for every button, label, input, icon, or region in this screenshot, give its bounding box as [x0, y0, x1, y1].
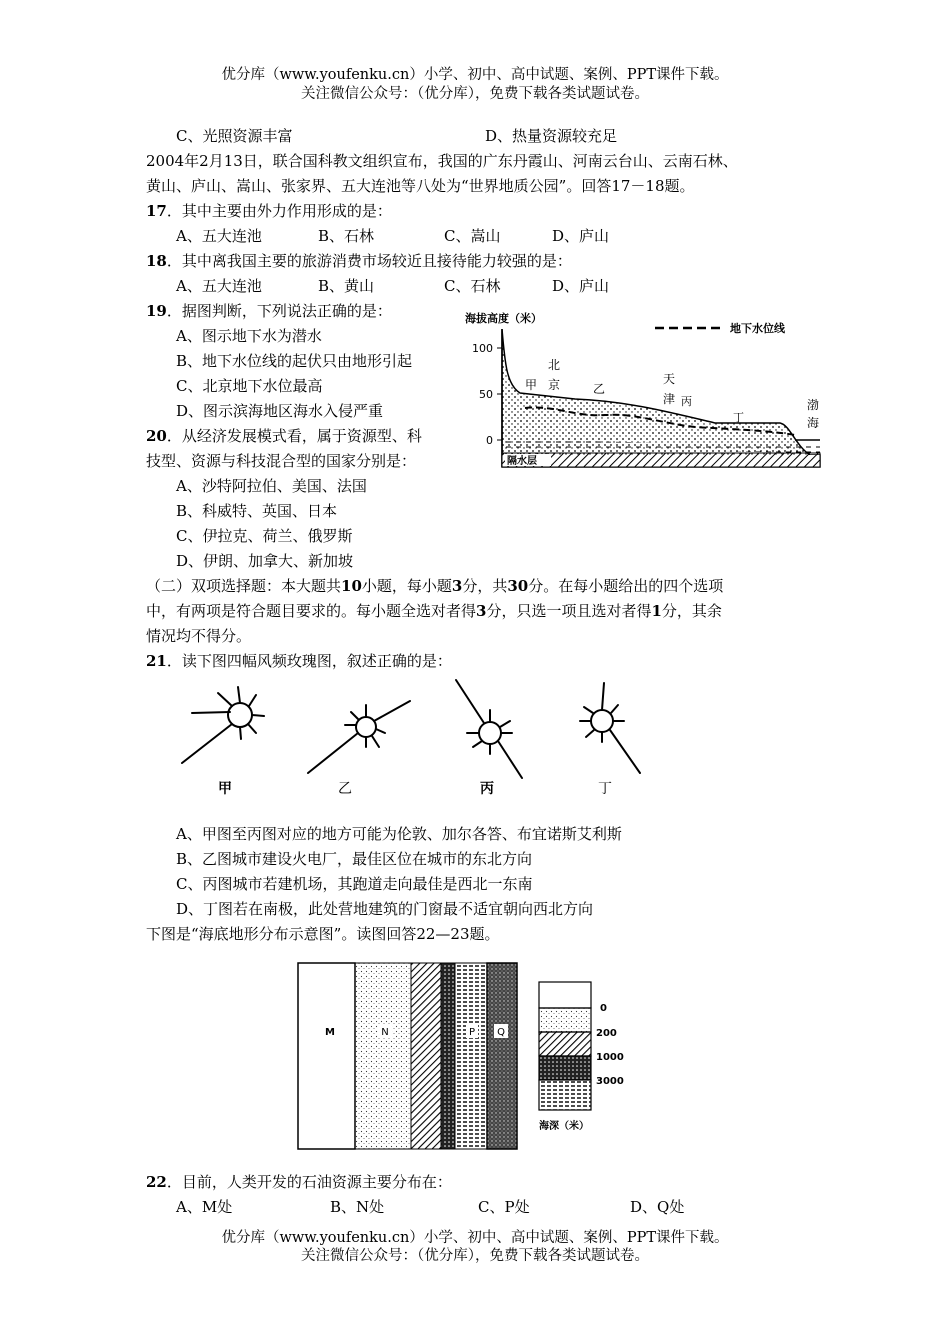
- footer-line-2: 关注微信公众号：（优分库），免费下载各类试题试卷。: [301, 1248, 649, 1264]
- rose-label-yi: 乙: [338, 781, 352, 797]
- label-bing: 丙: [681, 395, 692, 408]
- label-bo: 渤: [807, 398, 820, 412]
- q18-option-c: C、石林: [444, 277, 501, 295]
- wind-rose-yi: [308, 701, 410, 773]
- q17-option-b: B、石林: [318, 227, 375, 245]
- q18-option-a: A、五大连池: [176, 277, 262, 295]
- q22-stem: [146, 1172, 452, 1192]
- section2-full-score: 3: [476, 602, 487, 620]
- section2-line-3: 情况均不得分。: [146, 627, 252, 645]
- q18-text: ．其中离我国主要的旅游消费市场较近且接待能力较强的是：: [166, 252, 572, 270]
- q19-text: ．据图判断，下列说法正确的是：: [166, 302, 392, 320]
- zone-dense: [441, 963, 455, 1149]
- q19-option-d: D、图示滨海地区海水入侵严重: [176, 402, 384, 420]
- depth-0: 0: [600, 1003, 607, 1014]
- zone-label-n: N: [381, 1027, 389, 1038]
- q18-option-b: B、黄山: [318, 277, 375, 295]
- zone-q: [487, 963, 517, 1149]
- intro-22-23: 下图是“海底地形分布示意图”。读图回答22—23题。: [146, 925, 500, 943]
- label-ding: 丁: [733, 411, 744, 424]
- rose-label-jia: 甲: [218, 781, 232, 797]
- tick-0: 0: [486, 434, 493, 447]
- section2-text-2: 小题，每小题: [361, 577, 452, 595]
- section2-points: 3: [451, 577, 463, 595]
- zone-n: [355, 963, 411, 1149]
- q22-option-b: B、N处: [330, 1198, 385, 1216]
- q20-number: 20: [146, 427, 167, 445]
- q19-option-b: B、地下水位线的起伏只由地形引起: [176, 352, 413, 370]
- depth-legend: [539, 982, 624, 1132]
- q17-number: 17: [146, 202, 167, 220]
- section2-text-7: 分，其余: [661, 602, 722, 620]
- tick-50: 50: [479, 388, 493, 401]
- section2-text-6: 分，只选一项且选对者得: [486, 602, 652, 620]
- q18-number: 18: [146, 252, 167, 270]
- wind-rose-jia: [182, 687, 264, 763]
- q17-stem: [146, 201, 392, 221]
- seabed-figure: [295, 960, 635, 1155]
- q20-stem-2: 技型、资源与科技混合型的国家分别是：: [146, 452, 417, 470]
- q21-option-a: A、甲图至丙图对应的地方可能为伦敦、加尔各答、布宜诺斯艾利斯: [176, 825, 622, 843]
- rose-label-ding: 丁: [598, 781, 612, 797]
- wind-rose-bing: [456, 680, 522, 778]
- q17-option-c: C、嵩山: [444, 227, 501, 245]
- q16-option-c: C、光照资源丰富: [176, 127, 293, 145]
- section2-count: 10: [341, 577, 362, 595]
- label-tian: 天: [663, 372, 676, 386]
- q19-option-a: A、图示地下水为潜水: [176, 327, 322, 345]
- q20-text-1: ．从经济发展模式看，属于资源型、科: [166, 427, 422, 445]
- tick-100: 100: [472, 342, 493, 355]
- rose-label-bing: 丙: [480, 781, 494, 797]
- q21-option-b: B、乙图城市建设火电厂，最佳区位在城市的东北方向: [176, 850, 533, 868]
- label-hai: 海: [807, 416, 820, 430]
- q20-stem: [146, 426, 422, 446]
- depth-1000: 1000: [596, 1052, 624, 1063]
- q22-option-d: D、Q处: [630, 1198, 685, 1216]
- section2-partial-score: 1: [651, 602, 662, 620]
- q22-option-a: A、M处: [176, 1198, 233, 1216]
- q20-option-b: B、科威特、英国、日本: [176, 502, 338, 520]
- label-jia: 甲: [525, 378, 538, 392]
- label-jin: 津: [663, 392, 676, 406]
- label-bei: 北: [548, 358, 561, 372]
- q19-number: 19: [146, 302, 167, 320]
- q18-option-d: D、庐山: [552, 277, 610, 295]
- section2-line-2: [146, 601, 722, 621]
- header-line-2: 关注微信公众号：（优分库），免费下载各类试题试卷。: [301, 86, 649, 102]
- depth-legend-title: 海深（米）: [539, 1121, 589, 1132]
- section2-text-1: （二）双项选择题：本大题共: [146, 577, 342, 595]
- passage-line-1: 2004年2月13日，联合国科教文组织宣布，我国的广东丹霞山、河南云台山、云南石林、: [146, 152, 738, 170]
- zone-slope: [411, 963, 441, 1149]
- q16-option-d: D、热量资源较充足: [485, 127, 618, 145]
- label-jing: 京: [548, 378, 561, 392]
- label-yi: 乙: [593, 382, 606, 396]
- q22-number: 22: [146, 1173, 167, 1191]
- q19-option-c: C、北京地下水位最高: [176, 377, 323, 395]
- zone-label-p: P: [468, 1027, 476, 1038]
- q22-option-c: C、P处: [478, 1198, 530, 1216]
- footer-line-1: 优分库（www.youfenku.cn）小学、初中、高中试题、案例、PPT课件下载。: [221, 1230, 729, 1246]
- depth-3000: 3000: [596, 1076, 624, 1087]
- q21-option-c: C、丙图城市若建机场，其跑道走向最佳是西北一东南: [176, 875, 533, 893]
- q19-stem: [146, 301, 392, 321]
- q20-option-d: D、伊朗、加拿大、新加坡: [176, 552, 354, 570]
- wind-rose-ding: [580, 683, 640, 773]
- legend-label: 地下水位线: [730, 322, 785, 335]
- zone-label-m: M: [325, 1027, 335, 1038]
- zone-p: [455, 963, 487, 1149]
- q21-text: ．读下图四幅风频玫瑰图，叙述正确的是：: [166, 652, 452, 670]
- q18-stem: [146, 251, 572, 271]
- q20-option-c: C、伊拉克、荷兰、俄罗斯: [176, 527, 353, 545]
- q21-option-d: D、丁图若在南极，此处营地建筑的门窗最不适宜朝向西北方向: [176, 900, 594, 918]
- section2-text-5: 中，有两项是符合题目要求的。每小题全选对者得: [146, 602, 477, 620]
- wind-rose-figure: [170, 675, 670, 805]
- passage-line-2: 黄山、庐山、嵩山、张家界、五大连池等八处为“世界地质公园”。回答17－18题。: [146, 177, 695, 195]
- section2-text-4: 分。在每小题给出的四个选项: [528, 577, 724, 595]
- groundwater-profile-figure: [465, 305, 825, 470]
- section2-text-3: 分，共: [462, 577, 508, 595]
- q17-option-d: D、庐山: [552, 227, 610, 245]
- q22-text: ．目前，人类开发的石油资源主要分布在：: [166, 1173, 452, 1191]
- q21-number: 21: [146, 652, 167, 670]
- depth-200: 200: [596, 1028, 617, 1039]
- zone-label-q: Q: [497, 1027, 505, 1038]
- q17-option-a: A、五大连池: [176, 227, 262, 245]
- header-line-1: 优分库（www.youfenku.cn）小学、初中、高中试题、案例、PPT课件下载。: [221, 67, 729, 83]
- q20-option-a: A、沙特阿拉伯、美国、法国: [176, 477, 367, 495]
- q17-text: ．其中主要由外力作用形成的是：: [166, 202, 392, 220]
- q21-stem: [146, 651, 452, 671]
- section2-line-1: [146, 576, 723, 596]
- section2-total: 30: [507, 577, 529, 595]
- aquitard-label: 隔水层: [507, 456, 537, 467]
- y-axis-label: 海拔高度（米）: [465, 312, 542, 325]
- zone-m: [298, 963, 355, 1149]
